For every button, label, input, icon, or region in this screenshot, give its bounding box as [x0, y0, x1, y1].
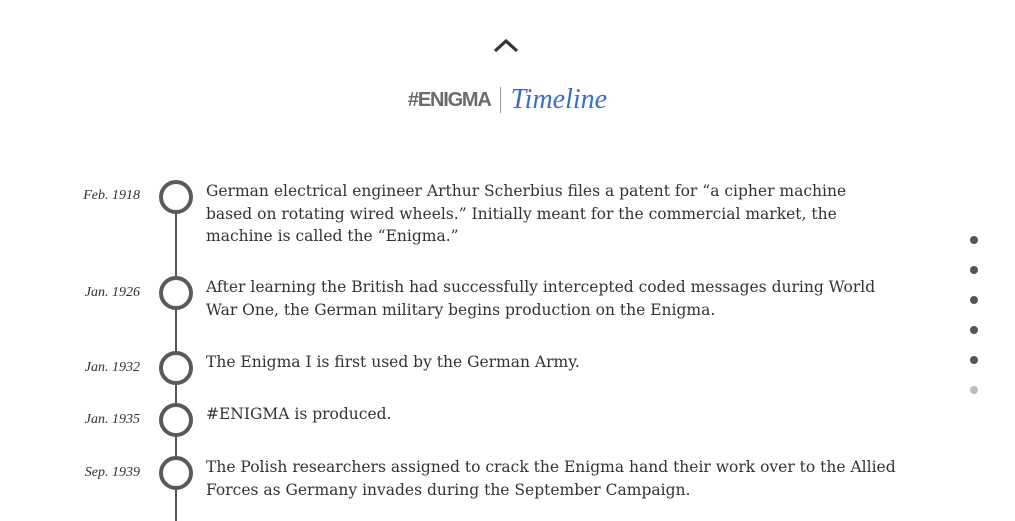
brand-title: #ENIGMA: [407, 88, 491, 111]
page-dot[interactable]: [970, 236, 978, 244]
entry-text: The Enigma I is first used by the German Army.: [206, 353, 580, 371]
timeline-node: [159, 403, 193, 437]
entry-text: After learning the British had successfully intercepted coded messages during World War One, the German military begins production on the Enigma.: [206, 278, 876, 319]
page-dot-current[interactable]: [970, 386, 978, 394]
timeline-node: [159, 456, 193, 490]
timeline-node: [159, 180, 193, 214]
page-dot[interactable]: [970, 326, 978, 334]
entry-text: German electrical engineer Arthur Scherbius files a patent for “a cipher machine based on rotating wired wheels.” Initially meant for the commercial market, the machine is called the “Enigma.”: [206, 182, 847, 245]
page-dot[interactable]: [970, 296, 978, 304]
entry-text: The Polish researchers assigned to crack the Enigma hand their work over to the Allied Forces as Germany invades during the September Campaign.: [206, 458, 896, 499]
page-dot[interactable]: [970, 356, 978, 364]
entry-date: Sep. 1939: [84, 465, 140, 480]
entry-date: Jan. 1932: [84, 360, 140, 375]
timeline-node: [159, 351, 193, 385]
page-dot[interactable]: [970, 266, 978, 274]
entry-date: Jan. 1926: [84, 285, 140, 300]
entry-date: Jan. 1935: [84, 412, 140, 427]
timeline-node: [159, 276, 193, 310]
entry-text: #ENIGMA is produced.: [206, 405, 392, 423]
page-subtitle: Timeline: [510, 84, 608, 115]
entry-date: Feb. 1918: [83, 188, 140, 203]
